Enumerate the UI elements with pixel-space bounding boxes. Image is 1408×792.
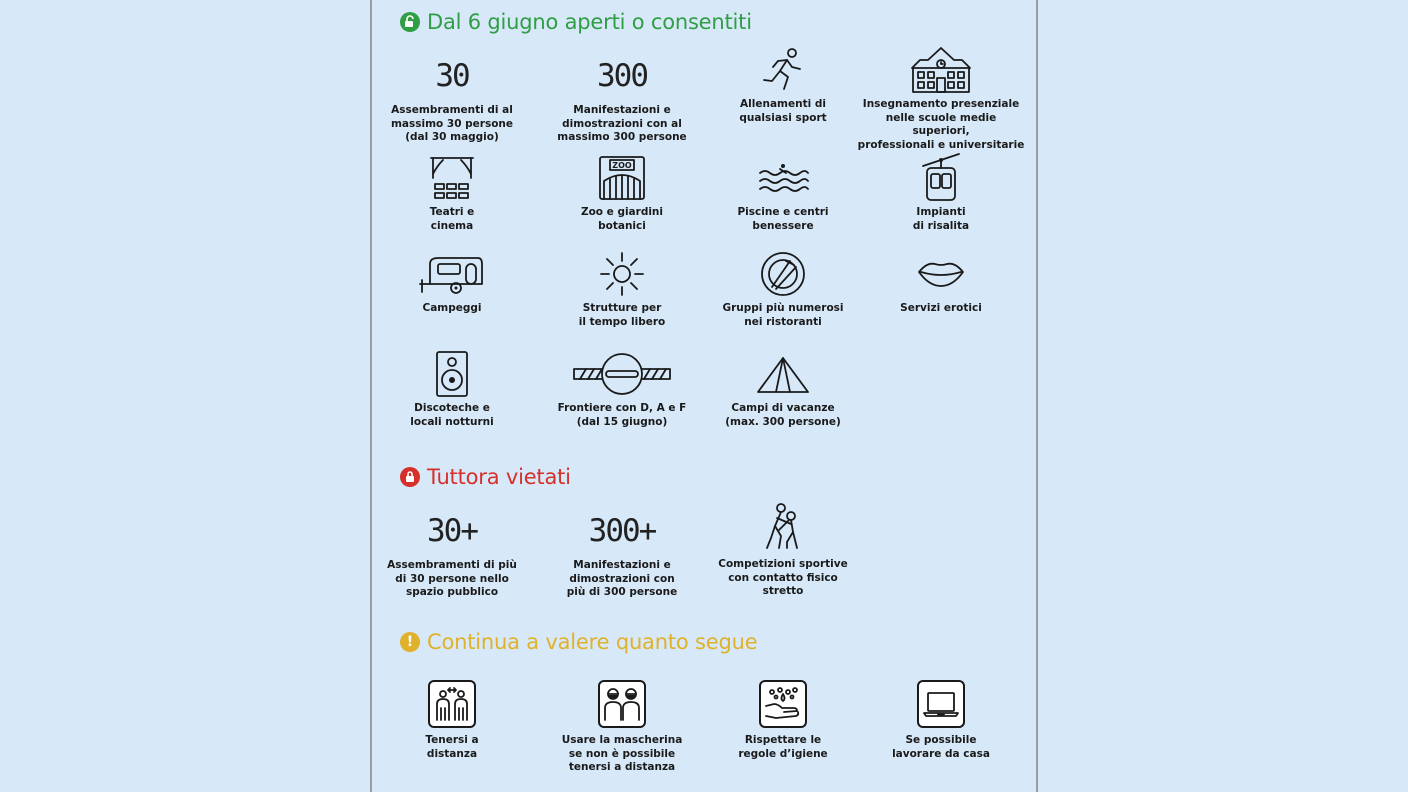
- item-label: Servizi erotici: [900, 302, 982, 314]
- svg-text:ZOO: ZOO: [612, 161, 632, 170]
- item-label: Discoteche e locali notturni: [410, 402, 494, 428]
- section-open-header: [400, 10, 752, 34]
- item-label: Manifestazioni e dimostrazioni con più di 300 persone: [566, 559, 678, 598]
- sun-icon: [537, 248, 707, 300]
- running-person-icon: [698, 44, 868, 96]
- item-pools: [698, 152, 868, 233]
- item-label: Assembramenti di più di 30 persone nello spazio pubblico: [387, 559, 517, 598]
- mask-icon: [537, 676, 707, 732]
- restaurant-plate-icon: [698, 248, 868, 300]
- item-borders: [537, 348, 707, 429]
- item-label: Gruppi più numerosi nei ristoranti: [722, 302, 844, 328]
- item-label: Strutture per il tempo libero: [578, 302, 666, 328]
- item-theaters: [367, 152, 537, 233]
- lock-icon: [400, 467, 420, 487]
- item-discos: [367, 348, 537, 429]
- item-label: Usare la mascherina se non è possibile tenersi a distanza: [561, 734, 683, 773]
- item-demonstrations-300: [537, 50, 707, 145]
- item-leisure: [537, 248, 707, 329]
- hand-washing-icon: [698, 676, 868, 732]
- item-label: Se possibile lavorare da casa: [892, 734, 990, 760]
- cable-car-icon: [856, 150, 1026, 204]
- item-camping: [367, 248, 537, 316]
- item-label: Frontiere con D, A e F (dal 15 giugno): [557, 402, 687, 428]
- distance-icon: [367, 676, 537, 732]
- section-forbidden-header: [400, 465, 571, 489]
- item-label: Manifestazioni e dimostrazioni con al massimo 300 persone: [557, 104, 687, 143]
- item-holiday-camps: [698, 348, 868, 429]
- item-label: Teatri e cinema: [429, 206, 475, 232]
- item-demonstrations-over-300: [537, 505, 707, 600]
- section-still-valid-title: Continua a valere quanto segue: [427, 630, 758, 654]
- item-label: Assembramenti di al massimo 30 persone (dal 30 maggio): [390, 104, 514, 143]
- item-gatherings-30: [367, 50, 537, 145]
- item-label: Competizioni sportive con contatto fisico stretto: [718, 558, 848, 597]
- section-still-valid-header: [400, 630, 757, 654]
- lips-icon: [856, 248, 1026, 300]
- school-building-icon: [856, 44, 1026, 96]
- item-schools: [856, 44, 1026, 152]
- theater-icon: [367, 152, 537, 204]
- item-gatherings-over-30: [367, 505, 537, 600]
- border-barrier-icon: [537, 348, 707, 400]
- item-wear-mask: [537, 676, 707, 775]
- item-erotic-services: [856, 248, 1026, 316]
- number-30-plus-icon: 30+: [427, 513, 477, 549]
- item-restaurants: [698, 248, 868, 329]
- item-contact-sports: [698, 498, 868, 599]
- section-open-title: Dal 6 giugno aperti o consentiti: [427, 10, 752, 34]
- info-panel: [370, 0, 1038, 792]
- item-label: Campeggi: [422, 302, 482, 314]
- item-label: Allenamenti di qualsiasi sport: [739, 98, 827, 124]
- unlock-icon: [400, 12, 420, 32]
- tent-icon: [698, 348, 868, 400]
- item-label: Piscine e centri benessere: [737, 206, 829, 232]
- item-sports-training: [698, 44, 868, 125]
- item-zoo: [537, 152, 707, 233]
- item-label: Zoo e giardini botanici: [580, 206, 664, 232]
- caravan-icon: [367, 248, 537, 300]
- number-300-icon: 300: [597, 58, 647, 94]
- swimming-pool-icon: [698, 152, 868, 204]
- item-keep-distance: [367, 676, 537, 761]
- item-work-from-home: [856, 676, 1026, 761]
- item-label: Tenersi a distanza: [425, 734, 479, 760]
- number-30-icon: 30: [435, 58, 469, 94]
- item-label: Impianti di risalita: [912, 206, 970, 232]
- wrestling-icon: [698, 498, 868, 556]
- item-label: Rispettare le regole d’igiene: [738, 734, 828, 760]
- laptop-icon: [856, 676, 1026, 732]
- item-hygiene: [698, 676, 868, 761]
- speaker-icon: [367, 348, 537, 400]
- item-label: Campi di vacanze (max. 300 persone): [725, 402, 841, 428]
- item-lifts: [856, 150, 1026, 233]
- item-label: Insegnamento presenziale nelle scuole medie superiori, professionali e universitarie: [857, 98, 1025, 151]
- section-forbidden-title: Tuttora vietati: [427, 465, 571, 489]
- exclamation-icon: !: [400, 632, 420, 652]
- zoo-icon: [537, 152, 707, 204]
- number-300-plus-icon: 300+: [588, 513, 656, 549]
